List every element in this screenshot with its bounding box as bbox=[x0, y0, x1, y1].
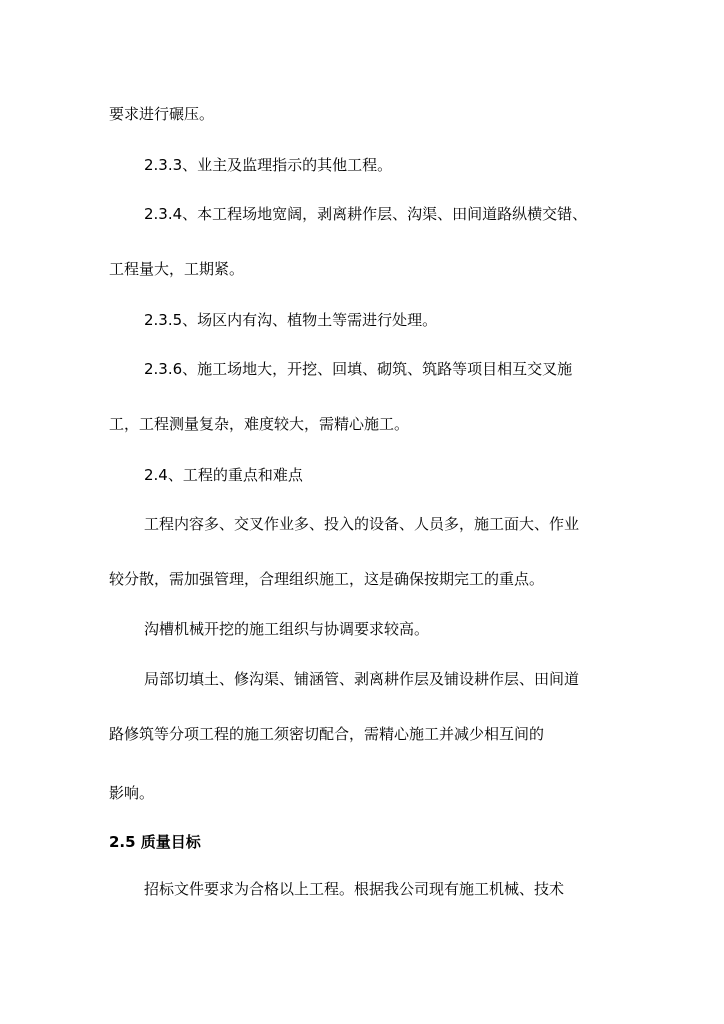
section-heading: 2.4、工程的重点和难点 bbox=[144, 466, 303, 484]
paragraph-line: 2.3.3、业主及监理指示的其他工程。 bbox=[144, 156, 393, 174]
paragraph-line: 较分散，需加强管理，合理组织施工，这是确保按期完工的重点。 bbox=[109, 570, 545, 588]
paragraph-line: 工，工程测量复杂，难度较大，需精心施工。 bbox=[109, 415, 410, 433]
section-heading-bold: 2.5 质量目标 bbox=[109, 833, 201, 851]
paragraph-line: 要求进行碾压。 bbox=[109, 105, 215, 123]
paragraph-line: 2.3.6、施工场地大，开挖、回填、砌筑、筑路等项目相互交叉施 bbox=[144, 360, 573, 378]
paragraph-line: 影响。 bbox=[109, 784, 155, 802]
paragraph-line: 局部切填土、修沟渠、铺涵管、剥离耕作层及铺设耕作层、田间道 bbox=[144, 670, 580, 688]
paragraph-line: 路修筑等分项工程的施工须密切配合，需精心施工并减少相互间的 bbox=[109, 725, 545, 743]
paragraph-line: 沟槽机械开挖的施工组织与协调要求较高。 bbox=[144, 620, 430, 638]
paragraph-line: 2.3.4、本工程场地宽阔，剥离耕作层、沟渠、田间道路纵横交错、 bbox=[144, 205, 588, 223]
paragraph-line: 招标文件要求为合格以上工程。根据我公司现有施工机械、技术 bbox=[144, 880, 565, 898]
paragraph-line: 工程内容多、交叉作业多、投入的设备、人员多，施工面大、作业 bbox=[144, 515, 580, 533]
paragraph-line: 2.3.5、场区内有沟、植物土等需进行处理。 bbox=[144, 311, 438, 329]
paragraph-line: 工程量大，工期紧。 bbox=[109, 260, 245, 278]
